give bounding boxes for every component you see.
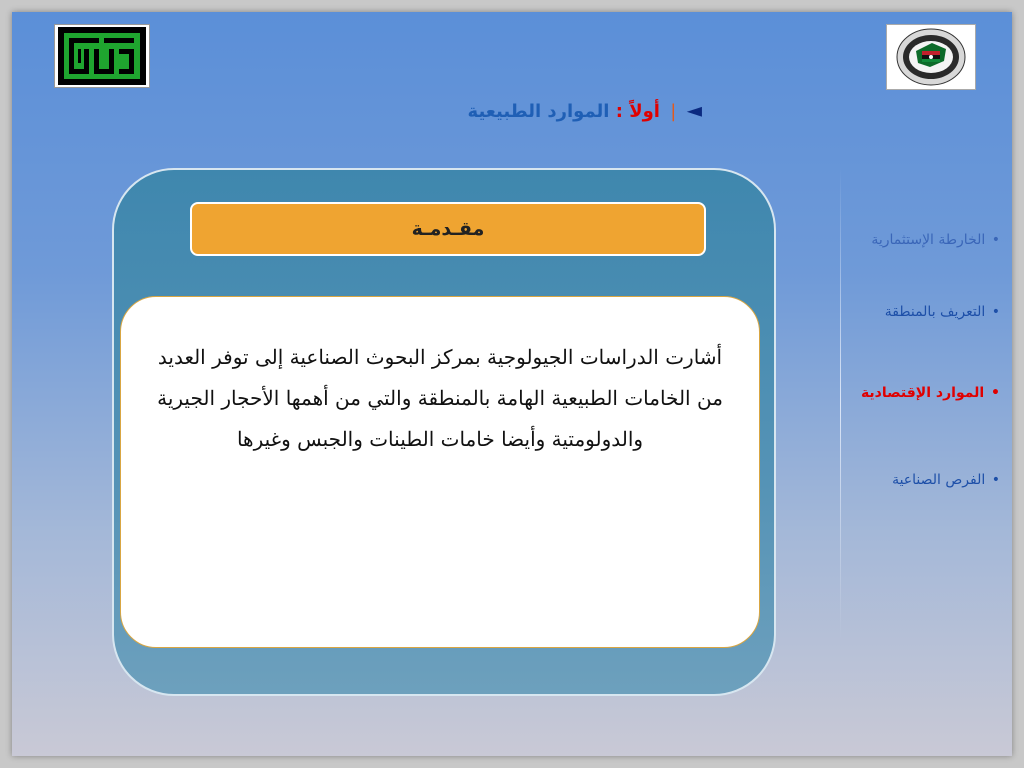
triangle-left-icon: ◄: [686, 98, 702, 122]
bullet-icon: •: [991, 304, 1000, 320]
card-header: مقـدمـة: [190, 202, 706, 256]
nav-item-industrial-opportunities[interactable]: [830, 472, 1000, 488]
nav-item-economic-resources[interactable]: [830, 385, 1000, 401]
nav-item-label: التعريف بالمنطقة: [884, 304, 986, 320]
nav-item-label: الخارطة الإستثمارية: [871, 232, 986, 248]
title-prefix: أولاً :: [615, 101, 660, 122]
nav-item-region-definition[interactable]: [830, 304, 1000, 320]
ministry-seal-logo: [886, 24, 976, 90]
slide-title: [372, 98, 702, 128]
nav-item-investment-map[interactable]: [830, 232, 1000, 248]
nav-item-label: الموارد الإقتصادية: [860, 385, 985, 401]
kufic-logo: [54, 24, 150, 88]
slide: [12, 12, 1012, 756]
ministry-of-industry-seal-icon: [892, 27, 970, 87]
card-body-text: أشارت الدراسات الجيولوجية بمركز البحوث الصناعية إلى توفر العديد من الخامات الطبيعية الهامة بالمنطقة والتي من أهمها الأحجار الجيرية والدولومتية وأيضا خامات الطينات والجبس وغيرها: [120, 296, 760, 648]
title-separator: |: [670, 101, 677, 122]
kufic-square-logo-icon: [58, 27, 146, 85]
bullet-icon: •: [991, 385, 1000, 401]
bullet-icon: •: [991, 472, 1000, 488]
nav-item-label: الفرص الصناعية: [892, 472, 986, 488]
title-text: الموارد الطبيعية: [467, 101, 610, 122]
bullet-icon: •: [991, 232, 1000, 248]
